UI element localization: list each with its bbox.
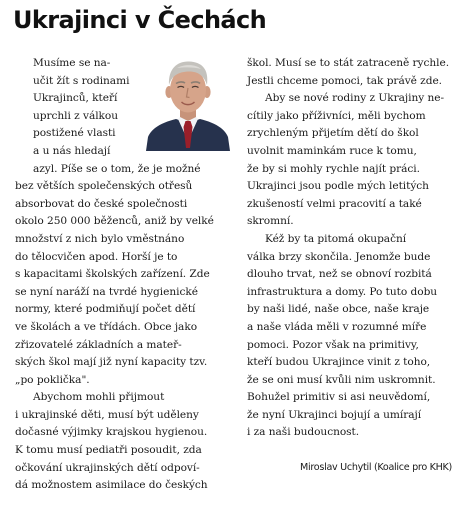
text-line: bez větších společenských otřesů (15, 180, 193, 193)
text-line: „po poklička". (15, 373, 90, 386)
text-line: množství z nich bylo vměstnáno (15, 232, 185, 245)
text-line: dočasné výjimky krajskou hygienou. (15, 426, 208, 439)
text-line: se nyní naráží na tvrdé hygienické (15, 285, 198, 298)
text-line: skromní. (247, 215, 294, 228)
text-line: Jestli chceme pomoci, tak právě zde. (247, 74, 442, 87)
text-line: zkušeností velmi pracovití a také (247, 197, 422, 210)
text-line: absorbovat do české společnosti (15, 197, 188, 210)
text-line: K tomu musí pediatři posoudit, zda (15, 444, 202, 457)
text-line: ve školách a ve třídách. Obce jako (15, 320, 198, 333)
paragraph-1 (15, 55, 233, 389)
article-column-left (15, 55, 233, 495)
text-line: normy, které podmiňují počet dětí (15, 303, 196, 316)
text-line: že se oni musí kvůli nim uskromnit. (247, 373, 436, 386)
text-line: očkování ukrajinských dětí odpoví- (15, 461, 200, 474)
text-line: uvolnit maminkám ruce k tomu, (247, 144, 417, 157)
text-line: že by si mohly rychle najít práci. (247, 162, 420, 175)
text-line: Bohužel primitiv si asi neuvědomí, (247, 391, 431, 404)
text-line: infrastruktura a domy. Po tuto dobu (247, 285, 438, 298)
text-line: Kéž by ta pitomá okupační (265, 232, 407, 245)
author-signature: Miroslav Uchytil (Koalice pro KHK) (300, 462, 452, 473)
article-title: Ukrajinci v Čechách (13, 6, 267, 34)
paragraph-2 (15, 389, 233, 495)
text-line: Musíme se na- (33, 57, 111, 69)
text-line: a naše vláda měli v rozumné míře (247, 320, 427, 333)
text-line: by naši lidé, naše obce, naše kraje (247, 303, 430, 316)
text-line: do tělocvičen apod. Horší je to (15, 250, 178, 263)
text-line: cítily jako příživníci, měli bychom (247, 109, 426, 122)
text-line: Ukrajinci jsou podle mých letitých (247, 180, 429, 193)
text-line: okolo 250 000 běženců, aniž by velké (15, 215, 214, 228)
text-line: škol. Musí se to stát zatraceně rychle. (247, 57, 450, 69)
paragraph-3 (247, 90, 452, 231)
text-line: a u nás hledají (33, 144, 111, 157)
text-line: že nyní Ukrajinci bojují a umírají (247, 408, 422, 421)
text-line: učit žít s rodinami (33, 74, 130, 87)
text-line: Ukrajinců, kteří (33, 92, 118, 105)
text-line: s kapacitami školských zařízení. Zde (15, 268, 210, 281)
text-line: kteří budou Ukrajince vinit z toho, (247, 356, 431, 369)
paragraph-2-continued (247, 55, 452, 90)
text-line: i za naši budoucnost. (247, 426, 360, 439)
text-line: Abychom mohli přijmout (33, 391, 165, 404)
text-line: zřizovatelé základních a mateř- (15, 338, 182, 351)
text-line: postižené vlasti (33, 127, 116, 140)
paragraph-4 (247, 231, 452, 442)
text-line: Aby se nové rodiny z Ukrajiny ne- (265, 92, 445, 105)
text-line: zrychleným přijetím dětí do škol (247, 127, 419, 140)
text-line: uprchli z válkou (33, 109, 119, 122)
article-column-right (247, 55, 452, 442)
text-line: ských škol mají již nyní kapacity tzv. (15, 356, 208, 369)
text-line: válka brzy skončila. Jenomže bude (247, 250, 431, 263)
text-line: azyl. Píše se o tom, že je možné (33, 162, 201, 175)
text-line: dá možnostem asimilace do českých (15, 479, 208, 492)
text-line: pomoci. Pozor však na primitivy, (247, 338, 419, 351)
text-line: i ukrajinské děti, musí být uděleny (15, 408, 199, 421)
text-line: dlouho trvat, než se obnoví rozbitá (247, 268, 432, 281)
